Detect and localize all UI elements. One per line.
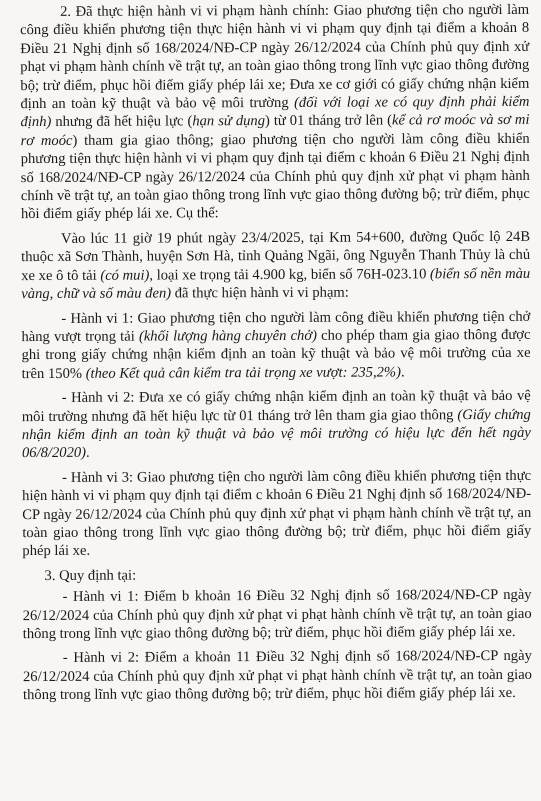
section-3-heading: 3. Quy định tại:	[44, 567, 137, 584]
violation-1-text-1: - Hành vi 1: Giao phương tiện cho người làm công điều khiển phương tiện chở hàng vượt trọng tải	[21, 308, 531, 345]
section-2-italic-2: hạn sử dụng	[192, 113, 266, 130]
section-2-italic-1: (đối với loại xe có quy định phải kiểm định)	[20, 93, 530, 131]
violation-3-paragraph: - Hành vi 3: Giao phương tiện cho người làm công điều khiển phương tiện thực hiện hành vi vi phạm quy định tại điểm c khoản 6 Điều 21 Nghị định số 168/2024/NĐ-CP ngày 26/12/2024 của Chính phủ quy định xử phạt vi phạm hành chính về trật tự, an toàn giao thông trong lĩnh vực giao thông đường bộ; trừ điểm, phục hồi điểm giấy phép lái xe.	[22, 467, 532, 560]
violation-2-paragraph	[22, 387, 531, 463]
section-2-text-3: ) từ 01 tháng trở lên (	[264, 112, 393, 130]
violation-1-italic-1: (khối lượng hàng chuyên chở)	[138, 327, 318, 345]
regulation-item-1: - Hành vi 1: Điểm b khoản 16 Điều 32 Nghị định số 168/2024/NĐ-CP ngày 26/12/2024 của Chính phủ quy định xử phạt vi phạt hành chính về trật tự, an toàn giao thông trong lĩnh vực giao thông đường bộ; trừ điểm, phục hồi điểm giấy phép lái xe.	[22, 587, 532, 643]
regulation-item-2: - Hành vi 2: Điểm a khoản 11 Điều 32 Nghị định số 168/2024/NĐ-CP ngày 26/12/2024 của Chính phủ quy định xử phạt vi phạt hành chính về trật tự, an toàn giao thông trong lĩnh vực giao thông đường bộ; trừ điểm, phục hồi điểm giấy phép lái xe.	[22, 648, 532, 704]
incident-detail-paragraph	[21, 228, 530, 304]
detail-italic-2: (biển số nền màu vàng, chữ và số màu đen)	[21, 265, 531, 303]
violation-2-italic-1: (Giấy chứng nhận kiểm định an toàn kỹ thuật và bảo vệ môi trường có hiệu lực đến hết ngày 06/8/2020)	[21, 406, 531, 462]
section-2-italic-3: kể cả rơ moóc và sơ mi rơ moóc	[20, 112, 530, 149]
violation-1-text-3: .	[400, 364, 405, 381]
violation-1-italic-2: (theo Kết quả cân kiểm tra tải trọng xe vượt: 235,2%)	[85, 364, 401, 382]
violation-2-text-1: - Hành vi 2: Đưa xe có giấy chứng nhận kiểm định an toàn kỹ thuật và bảo vệ môi trường nhưng đã hết hiệu lực từ 01 tháng trở lên tham gia giao thông	[21, 387, 531, 425]
detail-text-1: Vào lúc 11 giờ 19 phút ngày 23/4/2025, tại Km 54+600, đường Quốc lộ 24B thuộc xã Sơn Thành, huyện Sơn Hà, tỉnh Quảng Ngãi, ông Nguyễn Thanh Thủy là chủ xe xe ô tô tải	[21, 228, 531, 284]
violation-2-text-2: .	[86, 445, 90, 462]
section-2-text-2: nhưng đã hết hiệu lực (	[51, 113, 193, 131]
section-2-paragraph	[20, 1, 530, 224]
detail-text-3: đã thực hiện hành vi vi phạm:	[171, 284, 349, 302]
violation-1-text-2: cho phép tham gia giao thông được ghi trong giấy chứng nhận kiểm định an toàn kỹ thuật và bảo vệ môi trường của xe trên 150%	[21, 326, 531, 382]
detail-italic-1: (có mui)	[100, 267, 150, 284]
violation-1-paragraph	[21, 307, 530, 383]
detail-text-2: , loại xe trọng tải 4.900 kg, biển số 76H-023.10	[149, 265, 431, 284]
section-2-text-4: ) tham gia giao thông; giao phương tiện cho người làm công điều khiển phương tiện thực hiện hành vi vi phạm quy định tại điểm c khoản 6 Điều 21 Nghị định số 168/2024/NĐ-CP ngày 26/12/2024 của Chính phủ quy định xử phạt vi phạm hành chính về trật tự, an toàn giao thông trong lĩnh vực giao thông đường bộ; trừ điểm, phục hồi điểm giấy phép lái xe. Cụ thể:	[20, 130, 530, 223]
section-2-text: 2. Đã thực hiện hành vi vi phạm hành chính: Giao phương tiện cho người làm công điều khiển phương tiện thực hiện hành vi vi phạm quy định tại điểm a khoản 8 Điều 21 Nghị định số 168/2024/NĐ-CP ngày 26/12/2024 của Chính phủ quy định xử phạt vi phạm hành chính về trật tự, an toàn giao thông trong lĩnh vực giao thông đường bộ; trừ điểm, phục hồi điểm giấy phép lái xe; Đưa xe cơ giới có giấy chứng nhận kiểm định an toàn kỹ thuật và bảo vệ môi trường	[20, 1, 530, 113]
